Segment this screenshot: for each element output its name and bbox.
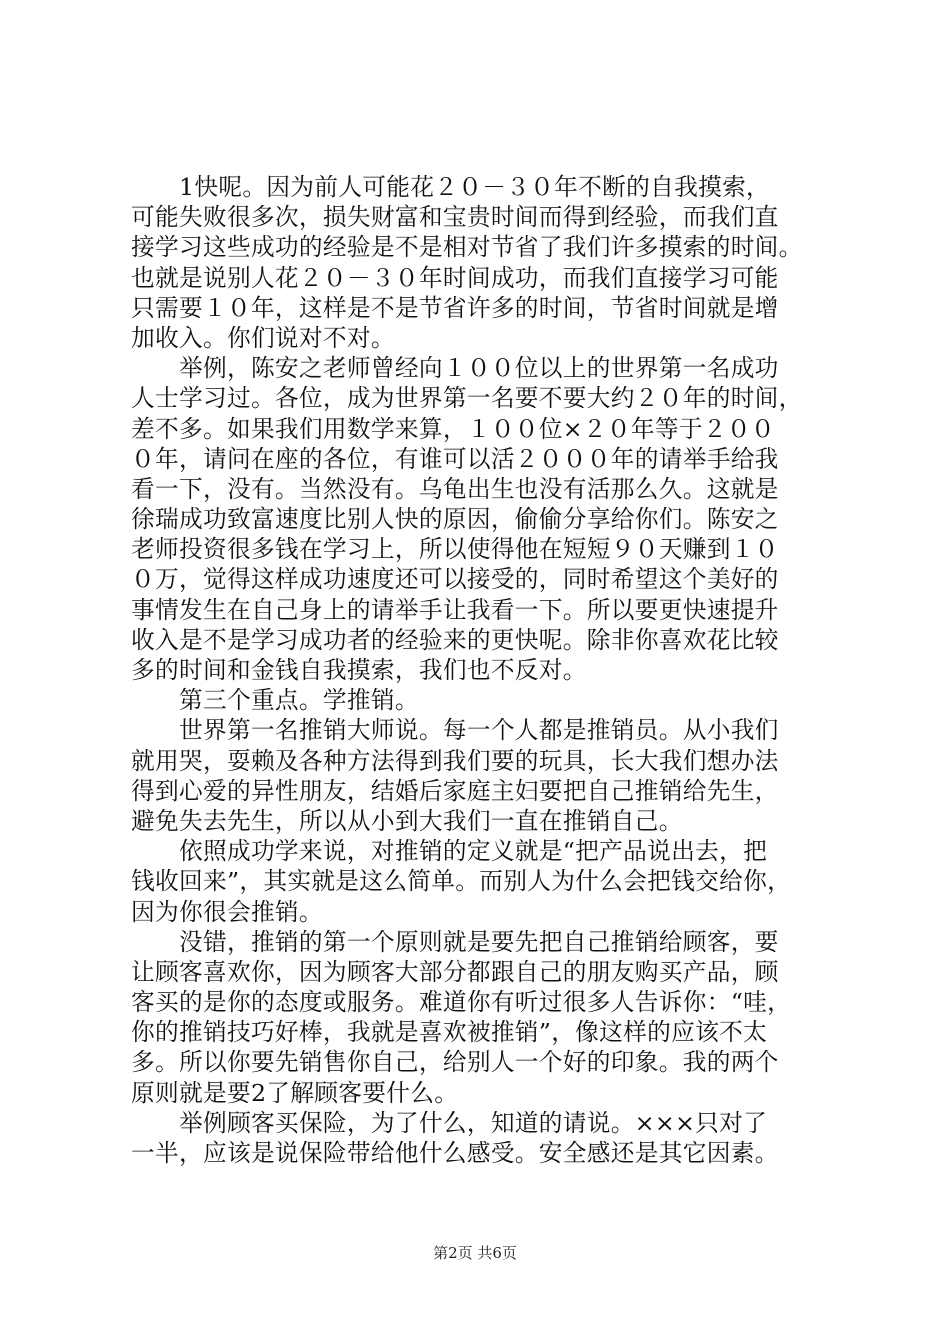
text-line: 老师投资很多钱在学习上，所以使得他在短短９０天赚到１０ [131, 535, 779, 564]
text-line: 没错，推销的第一个原则就是要先把自己推销给顾客，要 [131, 927, 779, 956]
text-line: ０万，觉得这样成功速度还可以接受的，同时希望这个美好的 [131, 565, 779, 594]
body-text [131, 172, 831, 1168]
text-line: 加收入。你们说对不对。 [131, 323, 395, 352]
text-line: 接学习这些成功的经验是不是相对节省了我们许多摸索的时间。 [131, 233, 803, 262]
text-line: 就用哭，耍赖及各种方法得到我们要的玩具，长大我们想办法 [131, 746, 779, 775]
text-line: 世界第一名推销大师说。每一个人都是推销员。从小我们 [131, 716, 779, 745]
text-line: 原则就是要2了解顾客要什么。 [131, 1078, 459, 1107]
text-line: 让顾客喜欢你，因为顾客大部分都跟自己的朋友购买产品，顾 [131, 957, 779, 986]
text-line: 举例，陈安之老师曾经向１００位以上的世界第一名成功 [131, 354, 779, 383]
text-line: 徐瑞成功致富速度比别人快的原因，偷偷分享给你们。陈安之 [131, 505, 779, 534]
text-line: 差不多。如果我们用数学来算，１００位×２０年等于２００ [131, 414, 775, 443]
text-line: 一半，应该是说保险带给他什么感受。安全感还是其它因素。 [131, 1139, 779, 1167]
text-line: 只需要１０年，这样是不是节省许多的时间，节省时间就是增 [131, 293, 779, 322]
text-line: 你的推销技巧好棒，我就是喜欢被推销”，像这样的应该不太 [131, 1018, 768, 1047]
text-line: 因为你很会推销。 [131, 897, 323, 926]
text-line: ０年，请问在座的各位，有谁可以活２０００年的请举手给我 [131, 444, 779, 473]
text-line: 钱收回来”，其实就是这么简单。而别人为什么会把钱交给你， [131, 867, 792, 896]
text-line: 也就是说别人花２０－３０年时间成功，而我们直接学习可能 [131, 263, 779, 292]
text-line: 避免失去先生，所以从小到大我们一直在推销自己。 [131, 806, 683, 835]
text-line: 第三个重点。学推销。 [131, 686, 419, 715]
text-line: 举例顾客买保险，为了什么，知道的请说。×××只对了 [131, 1108, 768, 1137]
text-line: 1快呢。因为前人可能花２０－３０年不断的自我摸索， [131, 173, 771, 201]
text-line: 得到心爱的异性朋友，结婚后家庭主妇要把自己推销给先生， [131, 776, 779, 805]
text-line: 多的时间和金钱自我摸索，我们也不反对。 [131, 656, 587, 684]
text-line: 可能失败很多次，损失财富和宝贵时间而得到经验，而我们直 [131, 203, 779, 232]
text-line: 看一下，没有。当然没有。乌龟出生也没有活那么久。这就是 [131, 474, 779, 503]
text-line: 收入是不是学习成功者的经验来的更快呢。除非你喜欢花比较 [131, 625, 779, 654]
text-line: 人士学习过。各位，成为世界第一名要不要大约２０年的时间， [131, 384, 803, 413]
text-line: 多。所以你要先销售你自己，给别人一个好的印象。我的两个 [131, 1048, 779, 1077]
text-line: 客买的是你的态度或服务。难道你有听过很多人告诉你：“哇， [131, 988, 792, 1017]
text-line: 依照成功学来说，对推销的定义就是“把产品说出去，把 [131, 837, 768, 866]
text-line: 事情发生在自己身上的请举手让我看一下。所以要更快速提升 [131, 595, 779, 624]
page-number-footer: 第2页 共6页 [433, 1244, 517, 1262]
